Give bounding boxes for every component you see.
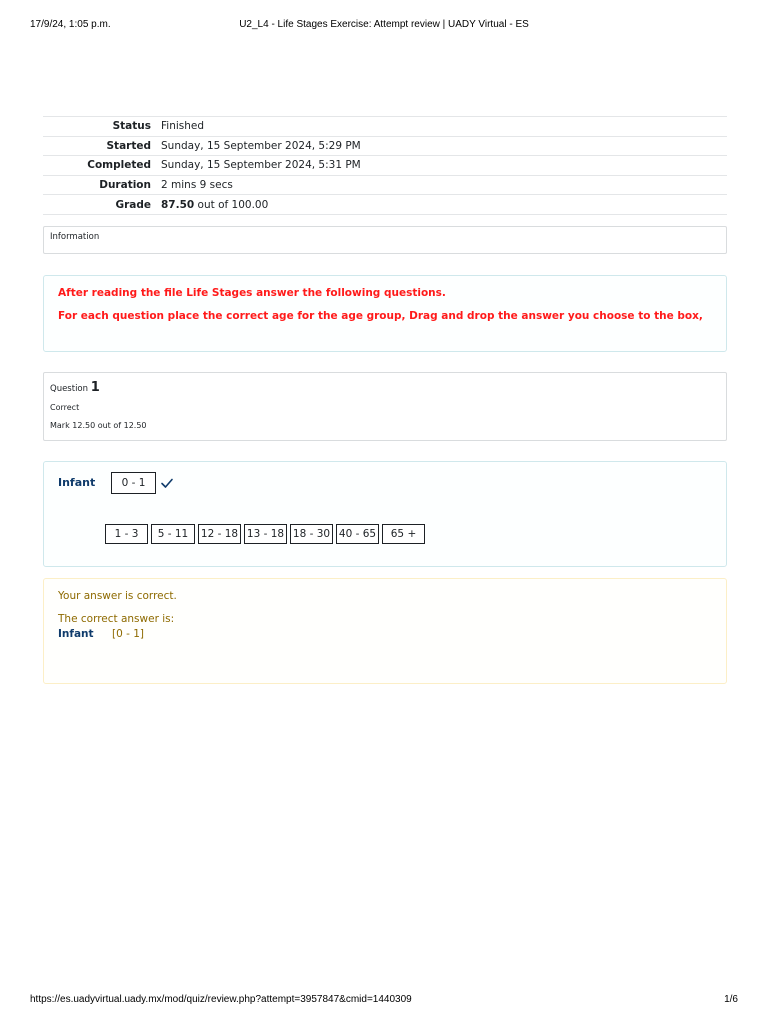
- summary-label: Completed: [87, 159, 151, 172]
- print-header: [30, 19, 738, 33]
- summary-value: Sunday, 15 September 2024, 5:29 PM: [161, 139, 361, 152]
- grade-out-of: out of 100.00: [194, 198, 269, 211]
- question-grade: Mark 12.50 out of 12.50: [50, 421, 147, 430]
- check-icon: [160, 475, 174, 489]
- summary-row-completed: [43, 156, 727, 176]
- print-date: 17/9/24, 1:05 p.m.: [30, 19, 111, 30]
- answer-choices: [105, 524, 428, 544]
- question-number-value: 1: [90, 380, 100, 395]
- summary-value: Sunday, 15 September 2024, 5:31 PM: [161, 159, 361, 172]
- correct-answer-age-group: Infant: [58, 628, 94, 640]
- summary-label: Status: [112, 120, 151, 133]
- choice-item[interactable]: 65 +: [382, 524, 425, 544]
- print-page-title: U2_L4 - Life Stages Exercise: Attempt review | UADY Virtual - ES: [239, 19, 529, 30]
- summary-row-grade: [43, 195, 727, 215]
- question-info-box: [43, 372, 727, 441]
- choice-item[interactable]: 13 - 18: [244, 524, 287, 544]
- feedback-panel: [43, 578, 727, 684]
- summary-value: [151, 199, 268, 211]
- summary-value: Finished: [161, 120, 205, 133]
- question-prefix: Question: [50, 384, 91, 394]
- instruction-line: After reading the file Life Stages answer the following questions.: [58, 287, 446, 299]
- summary-label: Started: [106, 139, 151, 152]
- question-number: [50, 380, 720, 395]
- print-page-number: 1/6: [724, 994, 738, 1005]
- information-box: [43, 226, 727, 254]
- choice-item[interactable]: 1 - 3: [105, 524, 148, 544]
- correct-answer-value: [0 - 1]: [112, 628, 145, 640]
- summary-row-status: [43, 117, 727, 137]
- summary-value: 2 mins 9 secs: [161, 179, 233, 192]
- summary-row-started: [43, 137, 727, 157]
- choice-item[interactable]: 18 - 30: [290, 524, 333, 544]
- answer-drop-box[interactable]: [111, 472, 156, 494]
- grade-score: 87.50: [161, 198, 195, 211]
- attempt-summary-table: [43, 116, 727, 215]
- feedback-result: Your answer is correct.: [58, 590, 177, 602]
- question-state: Correct: [50, 403, 80, 412]
- instructions-panel: [43, 275, 727, 352]
- question-formulation: [43, 461, 727, 567]
- choice-item[interactable]: 5 - 11: [151, 524, 195, 544]
- choice-item[interactable]: 12 - 18: [198, 524, 241, 544]
- correct-answer-intro: The correct answer is:: [58, 613, 175, 625]
- summary-row-duration: [43, 176, 727, 196]
- information-label: Information: [50, 232, 100, 242]
- choice-item[interactable]: 40 - 65: [336, 524, 379, 544]
- print-footer: [30, 994, 738, 1008]
- correct-answer-row: [58, 628, 712, 640]
- placed-answer: 0 - 1: [121, 477, 146, 489]
- summary-label: Duration: [99, 179, 151, 192]
- instruction-line: For each question place the correct age for the age group, Drag and drop the answer you choose to the box,: [58, 310, 703, 322]
- age-group-label: Infant: [58, 476, 96, 489]
- print-url: https://es.uadyvirtual.uady.mx/mod/quiz/review.php?attempt=3957847&cmid=1440309: [30, 994, 412, 1005]
- summary-label: Grade: [115, 198, 151, 211]
